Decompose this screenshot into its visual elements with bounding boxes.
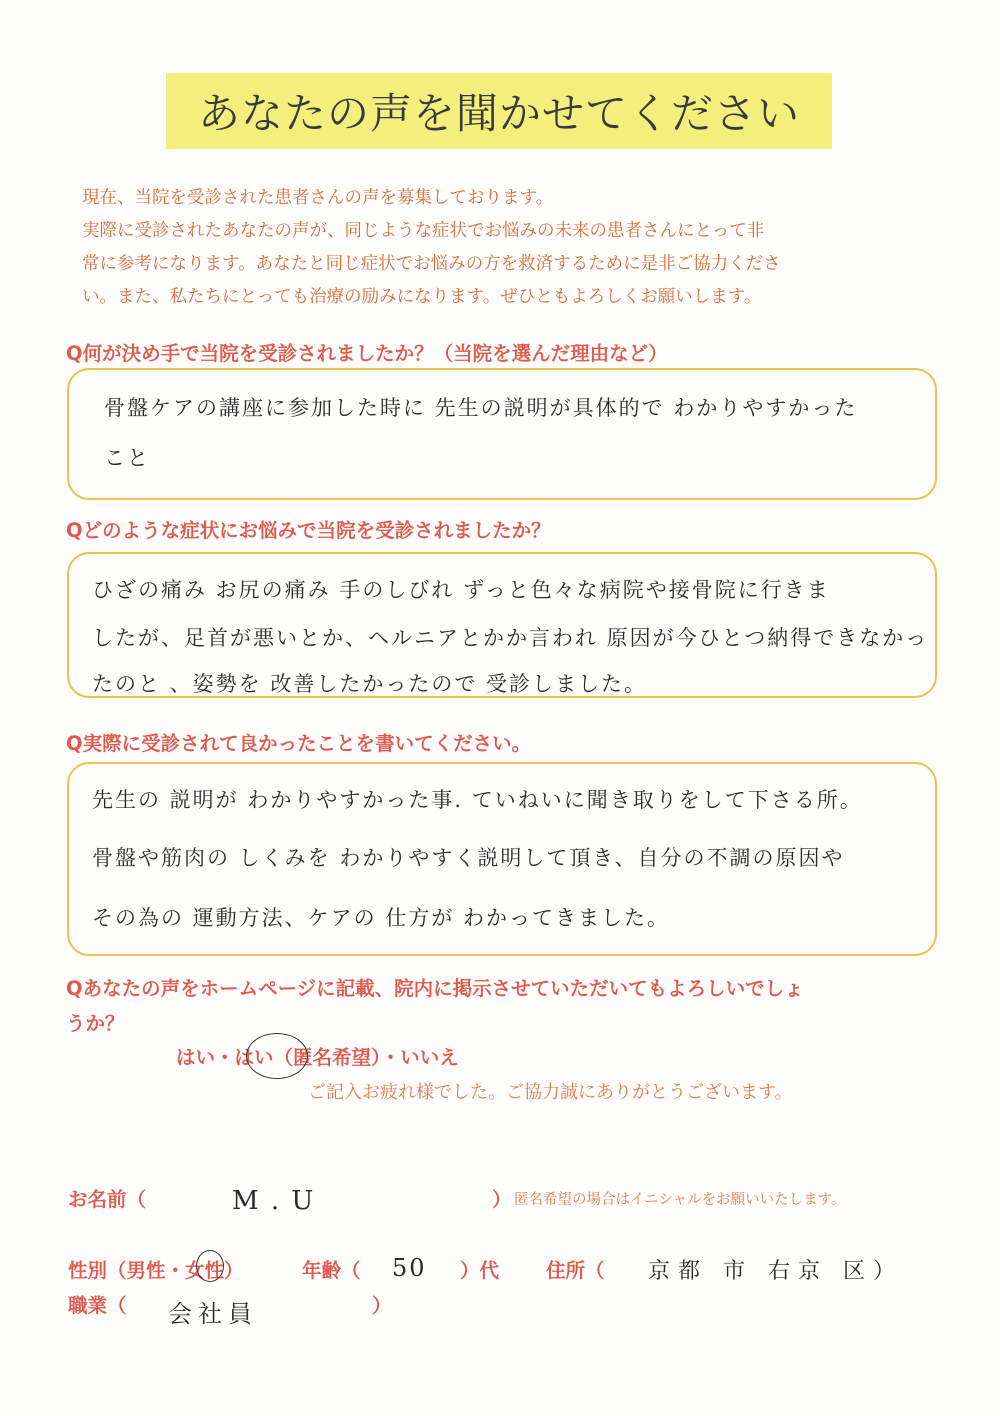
name-close: ） <box>492 1188 512 1211</box>
intro-line: 常に参考になります。あなたと同じ症状でお悩みの方を救済するために是非ご協力くださ <box>82 254 781 274</box>
age-value: 50 <box>392 1254 427 1282</box>
answer-box-1 <box>67 368 937 500</box>
question-2: Qどのような症状にお悩みで当院を受診されましたか？ <box>66 519 551 542</box>
gender-selection-circle <box>196 1250 224 1282</box>
title-banner <box>166 73 832 149</box>
job-value: 会社員 <box>168 1300 258 1328</box>
answer-2-line: たのと 、姿勢を 改善したかったので 受診しました。 <box>92 672 648 696</box>
question-4: Qあなたの声をホームページに記載、院内に掲示させていただいてもよろしいでしょ <box>66 977 804 1000</box>
job-label: 職業（ <box>68 1294 127 1317</box>
question-1: Q何が決め手で当院を受診されましたか？（当院を選んだ理由など） <box>66 342 668 365</box>
address-label: 住所（ <box>546 1259 605 1282</box>
age-label: 年齢（ <box>302 1259 361 1282</box>
name-value: M . U <box>232 1186 316 1216</box>
permission-options: はい・はい（匿名希望）・いいえ <box>176 1046 459 1069</box>
selection-circle <box>246 1033 308 1079</box>
answer-3-line: 骨盤や筋肉の しくみを わかりやすく説明して頂き、自分の不調の原因や <box>92 846 845 870</box>
intro-line: 実際に受診されたあなたの声が、同じような症状でお悩みの未来の患者さんにとって非 <box>82 221 765 241</box>
job-close: ） <box>372 1294 392 1317</box>
question-4-cont: うか？ <box>66 1012 125 1035</box>
question-3: Q実際に受診されて良かったことを書いてください。 <box>66 732 532 755</box>
answer-3-line: その為の 運動方法、ケアの 仕方が わかってきました。 <box>92 906 671 930</box>
address-value: 京都 市 右京 区） <box>648 1259 903 1284</box>
answer-2-line: したが、足首が悪いとか、ヘルニアとかか言われ 原因が今ひとつ納得できなかっ <box>92 626 929 650</box>
answer-1-line: こと <box>104 446 150 470</box>
answer-1-line: 骨盤ケアの講座に参加した時に 先生の説明が具体的で わかりやすかった <box>104 396 858 420</box>
page-title: あなたの声を聞かせてください <box>197 89 800 138</box>
name-note: 匿名希望の場合はイニシャルをお願いいたします。 <box>514 1192 846 1208</box>
gender-label: 性別（男性・女性） <box>68 1259 244 1282</box>
thanks-message: ご記入お疲れ様でした。ご協力誠にありがとうございます。 <box>308 1082 793 1103</box>
intro-text <box>82 182 892 314</box>
age-close: ）代 <box>460 1259 500 1282</box>
answer-3-line: 先生の 説明が わかりやすかった事. ていねいに聞き取りをして下さる所。 <box>92 788 863 812</box>
name-label: お名前（ <box>68 1188 147 1211</box>
intro-line: 現在、当院を受診された患者さんの声を募集しております。 <box>82 188 554 208</box>
intro-line: い。また、私たちにとっても治療の励みになります。ぜひともよろしくお願いします。 <box>82 287 762 307</box>
answer-2-line: ひざの痛み お尻の痛み 手のしびれ ずっと色々な病院や接骨院に行きま <box>92 578 830 602</box>
